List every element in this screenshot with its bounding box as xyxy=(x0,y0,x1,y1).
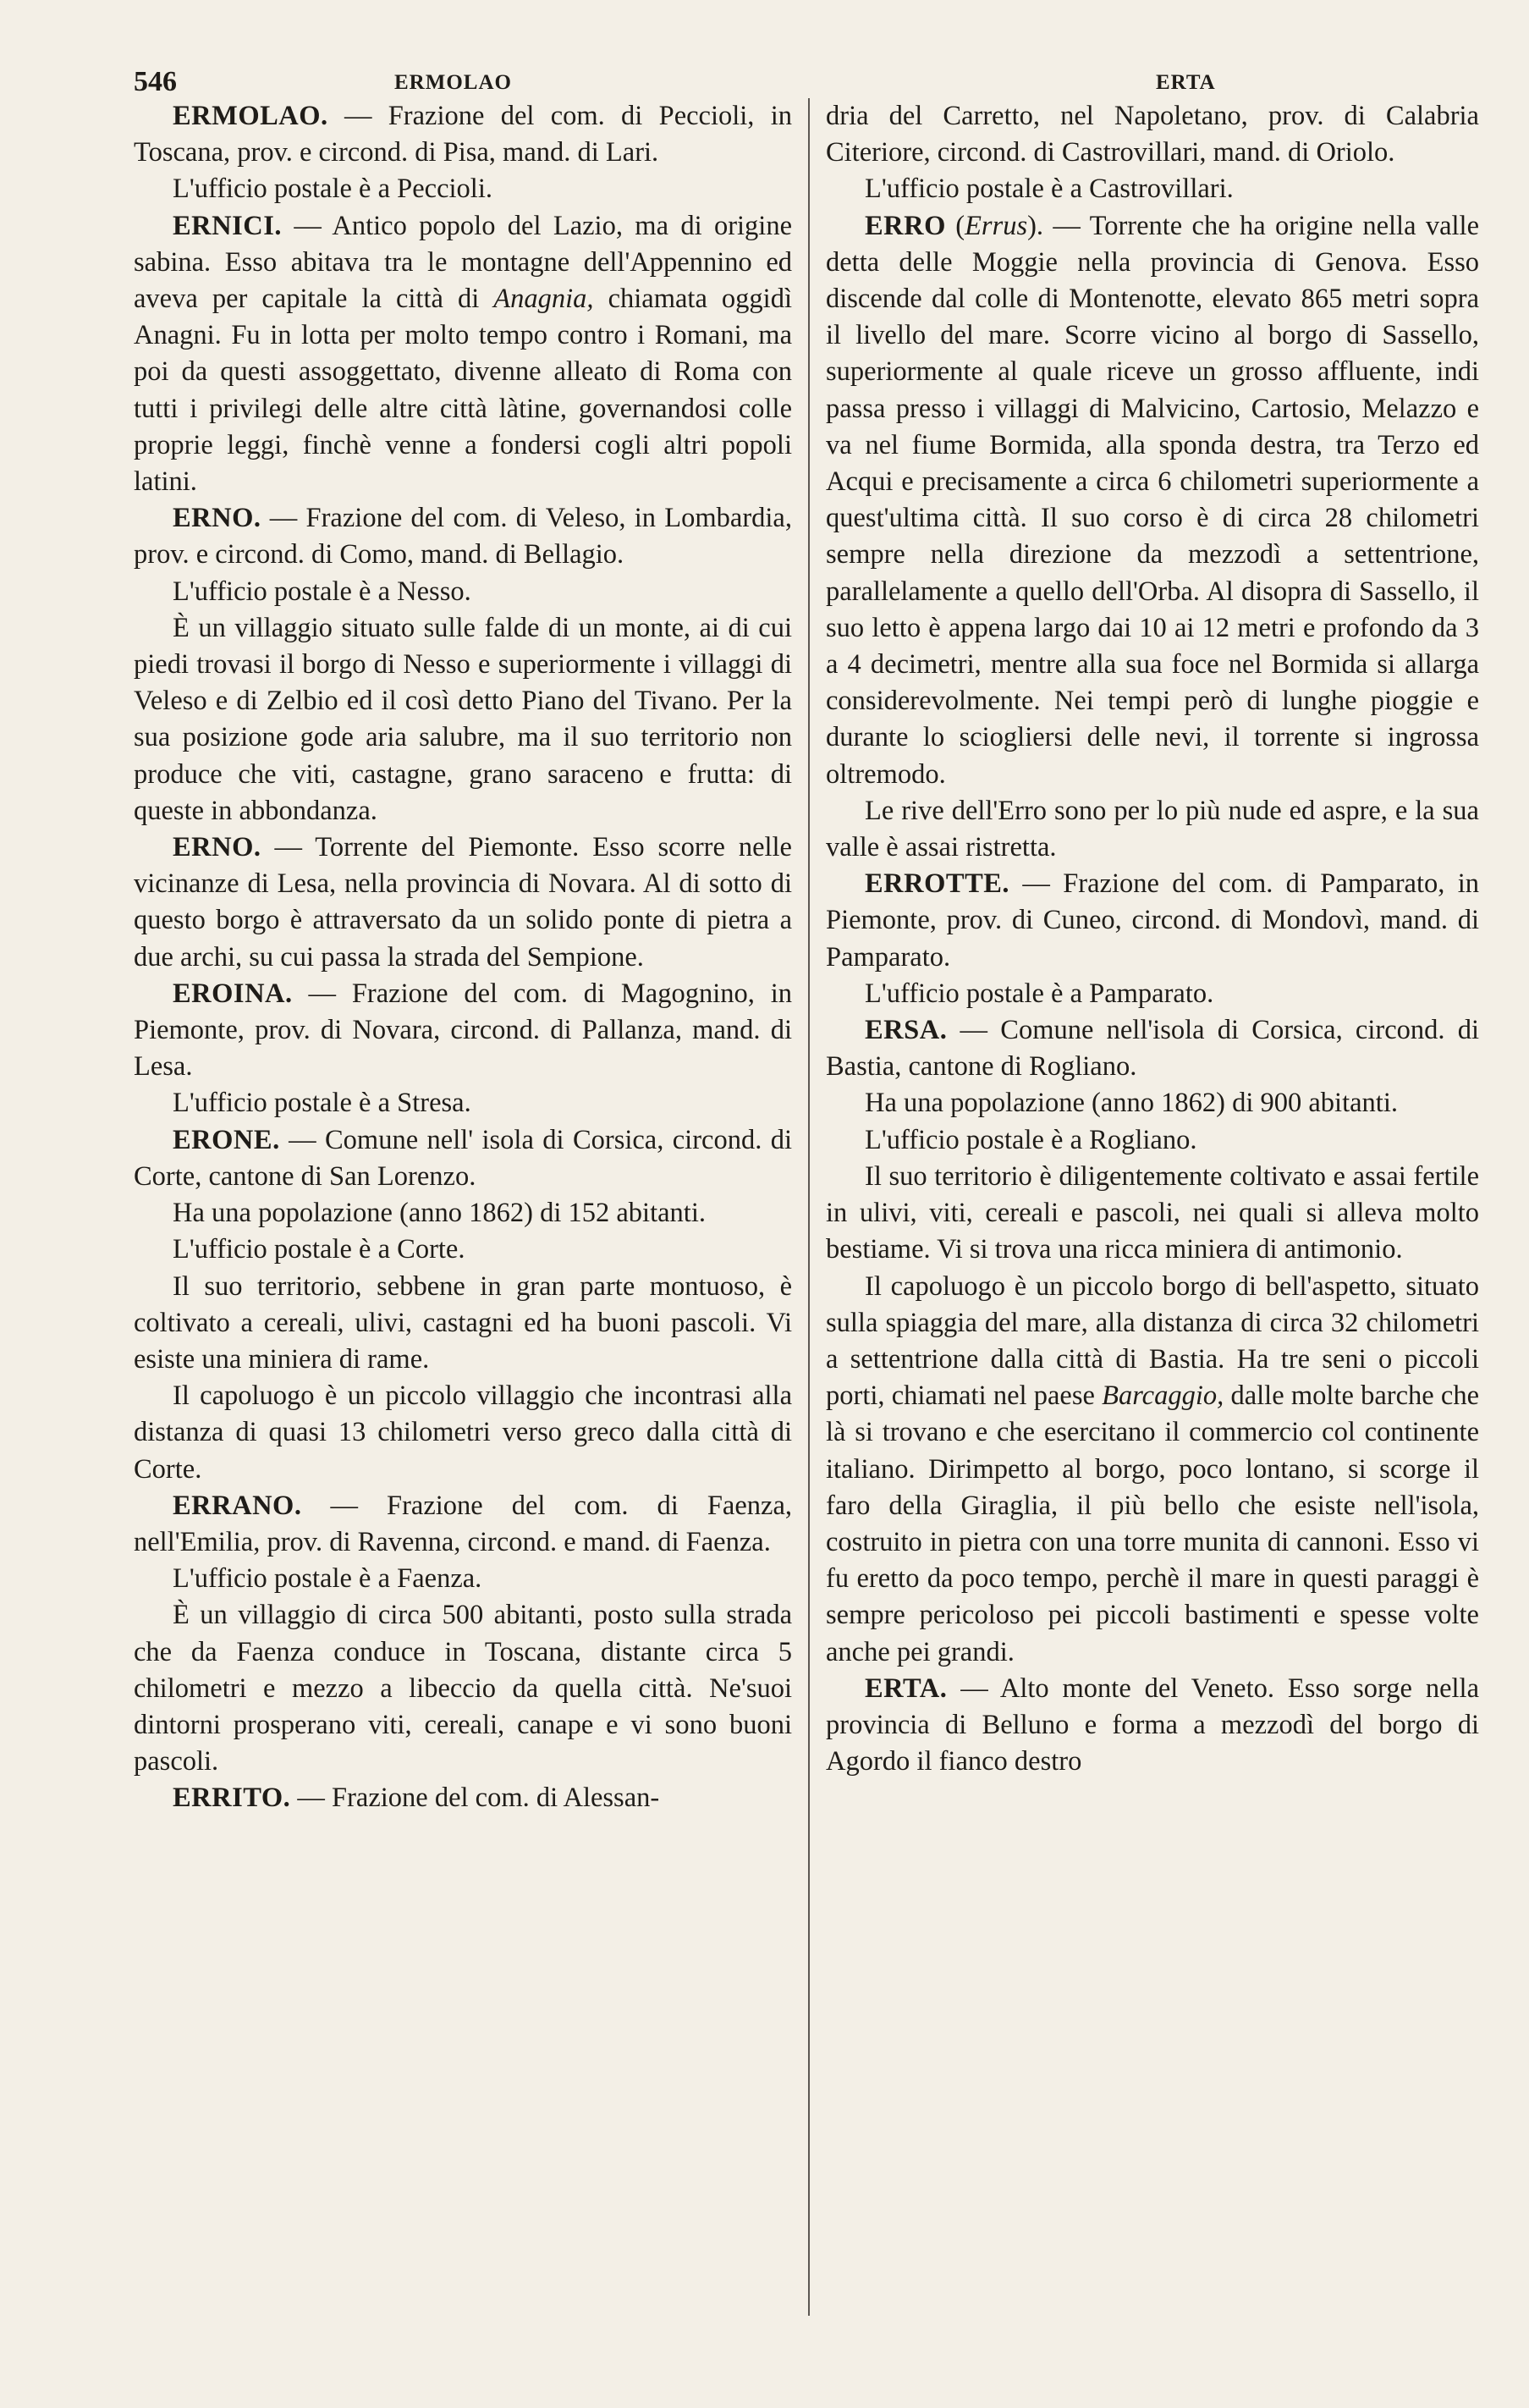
headword: ERRANO. xyxy=(173,1490,302,1521)
paragraph-text: — Frazione del com. di Veleso, in Lombardia, prov. e circond. di Como, mand. di Bellagio. xyxy=(134,503,792,570)
body-paragraph xyxy=(826,1122,1479,1159)
paragraph-text: — Comune nell'isola di Corsica, circond. di Bastia, cantone di Rogliano. xyxy=(826,1015,1479,1083)
body-paragraph xyxy=(826,1159,1479,1269)
column-divider xyxy=(808,98,810,2316)
headword: ERNICI. xyxy=(173,210,283,241)
paragraph-text: Ha una popolazione (anno 1862) di 900 abitanti. xyxy=(865,1088,1398,1119)
paragraph-text: L'ufficio postale è a Peccioli. xyxy=(173,174,492,205)
paragraph-text: — Frazione del com. di Faenza, nell'Emilia, prov. di Ravenna, circond. e mand. di Faenza. xyxy=(134,1490,792,1557)
left-column xyxy=(134,98,792,1817)
entry-paragraph xyxy=(826,1012,1479,1085)
entry-paragraph xyxy=(134,98,792,171)
body-paragraph xyxy=(826,1269,1479,1671)
paragraph-text: L'ufficio postale è a Faenza. xyxy=(173,1563,482,1595)
entry-paragraph xyxy=(134,1780,792,1816)
entry-paragraph xyxy=(134,1488,792,1561)
paragraph-text: Le rive dell'Erro sono per lo più nude ed aspre, e la sua valle è assai ristretta. xyxy=(826,795,1479,863)
paragraph-text-continued: dalle molte barche che là si trovano e che esercitano il commercio col continente italiano. Dirimpetto al borgo, poco lontano, si scorge il faro della Giraglia, il più bello che esiste nell'isola, costruito in pietra con una torre munita di cannoni. Esso vi fu eretto da poco tempo, perchè il mare in questi paraggi è sempre pericoloso pei piccoli bastimenti e spesse volte anche pei grandi. xyxy=(826,1380,1479,1667)
headword: ERNO. xyxy=(173,503,261,534)
entry-paragraph xyxy=(826,208,1479,793)
paragraph-text: — Comune nell' isola di Corsica, circond. di Corte, cantone di San Lorenzo. xyxy=(134,1124,792,1192)
paragraph-text: — Frazione del com. di Magognino, in Piemonte, prov. di Novara, circond. di Pallanza, mand. di Lesa. xyxy=(134,978,792,1083)
paragraph-text: È un villaggio di circa 500 abitanti, posto sulla strada che da Faenza conduce in Toscana, distante circa 5 chilometri e mezzo a libeccio da quella città. Ne'suoi dintorni prosperano viti, cereali, canape e vi sono buoni pascoli. xyxy=(134,1600,792,1777)
headword: ERONE. xyxy=(173,1124,280,1155)
paragraph-text: — Frazione del com. di Pamparato, in Piemonte, prov. di Cuneo, circond. di Mondovì, mand. di Pamparato. xyxy=(826,868,1479,973)
body-paragraph xyxy=(134,1195,792,1232)
running-head-left: ERMOLAO xyxy=(394,71,512,94)
paragraph-text: — Frazione del com. di Alessan- xyxy=(290,1783,660,1814)
paragraph-text: Il capoluogo è un piccolo villaggio che incontrasi alla distanza di quasi 13 chilometri verso greco dalla città di Corte. xyxy=(134,1380,792,1485)
headword: ERRITO. xyxy=(173,1783,291,1814)
entry-paragraph xyxy=(826,1671,1479,1781)
body-paragraph xyxy=(134,1561,792,1597)
page-number: 546 xyxy=(134,66,177,97)
paragraph-text: L'ufficio postale è a Rogliano. xyxy=(865,1124,1197,1155)
paragraph-text: Il suo territorio è diligentemente coltivato e assai fertile in ulivi, viti, cereali e pascoli, nei quali si alleva molto bestiame. Vi si trova una ricca miniera di antimonio. xyxy=(826,1160,1479,1265)
body-paragraph xyxy=(826,976,1479,1012)
headword: ERNO. xyxy=(173,832,261,863)
paragraph-text: È un villaggio situato sulle falde di un monte, ai di cui piedi trovasi il borgo di Nesso e superiormente i villaggi di Veleso e di Zelbio ed il così detto Piano del Tivano. Per la sua posizione gode aria salubre, ma il suo territorio non produce che viti, castagne, grano saraceno e frutta: di queste in abbondanza. xyxy=(134,612,792,826)
right-column xyxy=(826,98,1479,1780)
paragraph-text: L'ufficio postale è a Pamparato. xyxy=(865,978,1214,1009)
headword: EROINA. xyxy=(173,978,293,1009)
entry-paragraph xyxy=(134,976,792,1086)
paragraph-text: dria del Carretto, nel Napoletano, prov. di Calabria Citeriore, circond. di Castrovillari, mand. di Oriolo. xyxy=(826,101,1479,168)
headword: ERTA. xyxy=(865,1672,948,1704)
body-paragraph xyxy=(134,1269,792,1379)
body-paragraph xyxy=(826,171,1479,207)
paragraph-text: — Antico popolo del Lazio, ma di origine sabina. Esso abitava tra le montagne dell'Appennino ed aveva per capitale la città di xyxy=(134,210,792,315)
paragraph-text: L'ufficio postale è a Nesso. xyxy=(173,576,471,607)
paragraph-text: Ha una popolazione (anno 1862) di 152 abitanti. xyxy=(173,1198,706,1229)
italic-term: Anagnia, xyxy=(493,284,594,315)
paragraph-text: — Frazione del com. di Peccioli, in Toscana, prov. e circond. di Pisa, mand. di Lari. xyxy=(134,101,792,168)
entry-paragraph xyxy=(134,208,792,501)
headword: ERSA. xyxy=(865,1015,948,1046)
italic-term: Errus xyxy=(965,210,1028,241)
entry-paragraph xyxy=(826,866,1479,976)
paragraph-text: L'ufficio postale è a Stresa. xyxy=(173,1088,471,1119)
body-paragraph xyxy=(134,574,792,610)
body-paragraph xyxy=(134,1378,792,1488)
body-paragraph xyxy=(134,610,792,829)
paragraph-text: L'ufficio postale è a Corte. xyxy=(173,1234,465,1265)
italic-term: Barcaggio, xyxy=(1102,1380,1224,1412)
entry-paragraph xyxy=(134,500,792,573)
headword: ERROTTE. xyxy=(865,868,1010,900)
body-paragraph xyxy=(826,1085,1479,1121)
paragraph-text: L'ufficio postale è a Castrovillari. xyxy=(865,174,1234,205)
paragraph-text: Il suo territorio, sebbene in gran parte montuoso, è coltivato a cereali, ulivi, castagni ed ha buoni pascoli. Vi esiste una miniera di rame. xyxy=(134,1270,792,1375)
body-paragraph xyxy=(134,171,792,207)
paragraph-text: Il capoluogo è un piccolo borgo di bell'aspetto, situato sulla spiaggia del mare, alla distanza di circa 32 chilometri a settentrione dalla città di Bastia. Ha tre seni o piccoli porti, chiamati nel paese xyxy=(826,1270,1479,1412)
body-paragraph xyxy=(134,1597,792,1780)
running-head-right: ERTA xyxy=(1156,71,1216,94)
paragraph-text: — Torrente del Piemonte. Esso scorre nelle vicinanze di Lesa, nella provincia di Novara. Al di sotto di questo borgo è attraversato da un solido ponte di pietra a due archi, su cui passa la strada del Sempione. xyxy=(134,832,792,973)
headword: ERMOLAO. xyxy=(173,101,328,131)
body-paragraph xyxy=(826,98,1479,171)
body-paragraph xyxy=(134,1085,792,1121)
paragraph-text-continued: ). — Torrente che ha origine nella valle detta delle Moggie nella provincia di Genova. Esso discende dal colle di Montenotte, elevato 865 metri sopra il livello del mare. Scorre vicino al borgo di Sassello, superiormente al quale riceve un grosso affluente, indi passa presso i villaggi di Malvicino, Cartosio, Melazzo e va nel fiume Bormida, alla sponda destra, tra Terzo ed Acqui e precisamente a circa 6 chilometri superiormente a quest'ultima città. Il suo corso è di circa 28 chilometri sempre nella direzione da mezzodì a settentrione, parallelamente a quello dell'Orba. Al disopra di Sassello, il suo letto è appena largo dai 10 ai 12 metri e profondo da 3 a 4 decimetri, mentre alla sua foce nel Bormida si allarga considerevolmente. Nei tempi però di lunghe pioggie e durante lo sciogliersi delle nevi, il torrente si ingrossa oltremodo. xyxy=(826,210,1479,790)
body-paragraph xyxy=(826,793,1479,866)
body-paragraph xyxy=(134,1232,792,1268)
paragraph-text: — Alto monte del Veneto. Esso sorge nella provincia di Belluno e forma a mezzodì del borgo di Agordo il fianco destro xyxy=(826,1672,1479,1777)
headword: ERRO xyxy=(865,210,946,241)
entry-paragraph xyxy=(134,1122,792,1195)
paragraph-text: ( xyxy=(945,210,965,241)
paragraph-text-continued: chiamata oggidì Anagni. Fu in lotta per molto tempo contro i Romani, ma poi da questi assoggettato, divenne alleato di Roma con tutti i privilegi delle altre città làtine, governandosi colle proprie leggi, finchè venne a fondersi cogli altri popoli latini. xyxy=(134,284,792,498)
entry-paragraph xyxy=(134,829,792,976)
